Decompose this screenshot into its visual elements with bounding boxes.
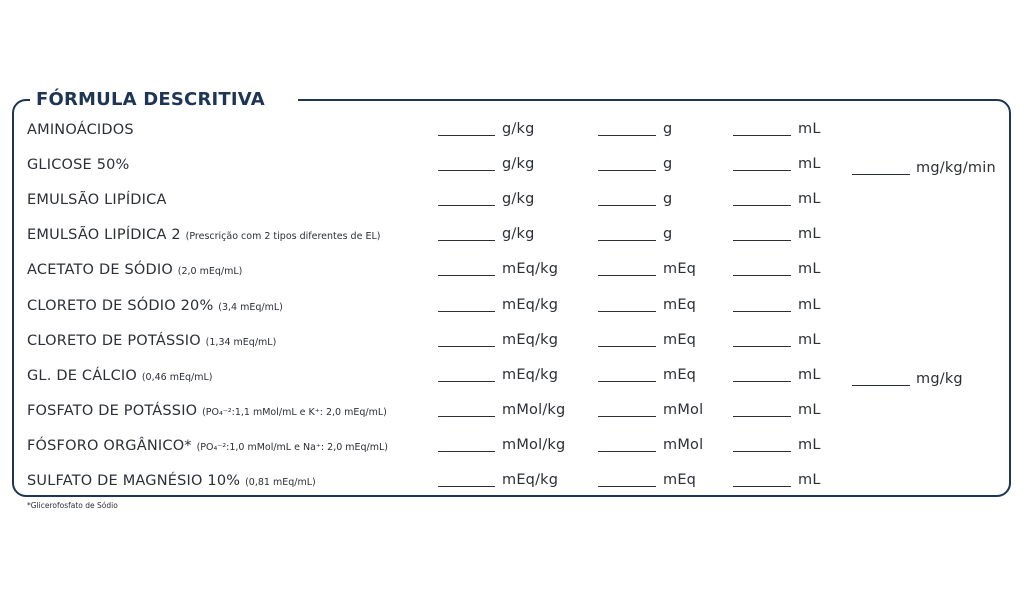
volume-blank[interactable] — [733, 311, 791, 312]
volume-blank[interactable] — [733, 240, 791, 241]
volume-blank[interactable] — [733, 205, 791, 206]
row-label-note: (0,81 mEq/mL) — [245, 477, 316, 488]
form-row — [0, 463, 1024, 498]
form-row — [0, 428, 1024, 463]
row-label-text: SULFATO DE MAGNÉSIO 10% — [27, 473, 241, 489]
row-label-note: (0,46 mEq/mL) — [141, 371, 213, 383]
amount-per-kg-unit: mEq/kg — [502, 261, 559, 278]
form-row — [0, 358, 1024, 393]
volume-blank[interactable] — [733, 275, 791, 276]
row-label-note: (PO₄⁻²:1,1 mMol/mL e K⁺: 2,0 mEq/mL) — [202, 406, 387, 418]
amount-per-kg-unit: mEq/kg — [502, 472, 559, 488]
amount-per-kg-blank[interactable] — [438, 486, 495, 487]
row-label-text: EMULSÃO LIPÍDICA — [27, 192, 167, 209]
row-label — [27, 332, 276, 352]
volume-unit: mL — [798, 121, 821, 137]
volume-blank[interactable] — [733, 170, 791, 171]
row-label-note: (Prescrição com 2 tipos diferentes de EL) — [185, 231, 381, 243]
amount-per-kg-blank[interactable] — [438, 240, 495, 241]
volume-blank[interactable] — [733, 135, 791, 136]
volume-unit: mL — [798, 401, 821, 418]
rate-unit: mg/kg/min — [916, 160, 996, 177]
title-gap — [268, 96, 298, 104]
row-label — [27, 437, 388, 457]
row-label-text: CLORETO DE POTÁSSIO — [27, 332, 201, 349]
amount-total-unit: mEq — [663, 296, 697, 313]
row-label-note: (2,0 mEq/mL) — [177, 266, 243, 278]
amount-total-unit: mEq — [663, 472, 697, 488]
rate-unit: mg/kg — [916, 370, 963, 387]
row-label — [27, 121, 134, 139]
volume-unit: mL — [798, 226, 821, 243]
volume-unit: mL — [798, 191, 821, 208]
amount-total-unit: mEq — [663, 366, 697, 383]
amount-total-unit: g — [663, 121, 673, 137]
amount-total-blank[interactable] — [598, 240, 656, 241]
amount-total-unit: mEq — [663, 261, 697, 278]
amount-per-kg-blank[interactable] — [438, 416, 495, 417]
row-label — [27, 261, 242, 281]
rate-blank[interactable] — [852, 174, 910, 175]
volume-unit: mL — [798, 261, 821, 278]
row-label — [27, 472, 316, 492]
form-row — [0, 393, 1024, 428]
amount-per-kg-blank[interactable] — [438, 381, 495, 382]
form-row — [0, 217, 1024, 252]
amount-per-kg-blank[interactable] — [438, 275, 495, 276]
form-row — [0, 112, 1024, 147]
form-title: FÓRMULA DESCRITIVA — [30, 88, 271, 112]
amount-per-kg-blank[interactable] — [438, 135, 495, 136]
volume-unit: mL — [798, 472, 821, 488]
footnote: *Glicerofosfato de Sódio — [27, 501, 118, 510]
amount-per-kg-unit: mEq/kg — [502, 296, 559, 313]
amount-per-kg-blank[interactable] — [438, 205, 495, 206]
form-row — [0, 182, 1024, 217]
volume-blank[interactable] — [733, 381, 791, 382]
amount-per-kg-blank[interactable] — [438, 346, 495, 347]
form-row — [0, 147, 1024, 182]
amount-per-kg-unit: g/kg — [502, 156, 535, 173]
row-label — [27, 367, 212, 387]
amount-per-kg-blank[interactable] — [438, 451, 495, 452]
amount-total-blank[interactable] — [598, 451, 656, 452]
amount-total-unit: g — [663, 191, 673, 208]
amount-total-unit: mMol — [663, 436, 704, 453]
row-label-text: AMINOÁCIDOS — [27, 122, 134, 138]
volume-blank[interactable] — [733, 346, 791, 347]
amount-per-kg-blank[interactable] — [438, 170, 495, 171]
amount-per-kg-unit: g/kg — [502, 226, 535, 243]
volume-unit: mL — [798, 436, 821, 453]
row-label-text: FOSFATO DE POTÁSSIO — [27, 402, 198, 419]
volume-blank[interactable] — [733, 486, 791, 487]
row-label-text: EMULSÃO LIPÍDICA 2 — [27, 227, 181, 244]
amount-total-blank[interactable] — [598, 135, 656, 136]
form-row — [0, 323, 1024, 358]
volume-blank[interactable] — [733, 451, 791, 452]
amount-per-kg-unit: mEq/kg — [502, 366, 559, 383]
row-label-text: FÓSFORO ORGÂNICO* — [27, 437, 192, 454]
amount-per-kg-blank[interactable] — [438, 311, 495, 312]
amount-total-unit: g — [663, 226, 673, 243]
volume-unit: mL — [798, 296, 821, 313]
row-label-note: (PO₄⁻²:1,0 mMol/mL e Na⁺: 2,0 mEq/mL) — [196, 441, 389, 453]
amount-per-kg-unit: g/kg — [502, 191, 535, 208]
row-label-text: GL. DE CÁLCIO — [27, 367, 138, 384]
amount-per-kg-unit: mEq/kg — [502, 331, 559, 348]
row-label-note: (3,4 mEq/mL) — [218, 301, 283, 313]
amount-total-blank[interactable] — [598, 416, 656, 417]
amount-total-unit: g — [663, 156, 673, 173]
row-label-note: (1,34 mEq/mL) — [205, 336, 277, 348]
amount-per-kg-unit: mMol/kg — [502, 401, 566, 418]
rate-blank[interactable] — [852, 385, 910, 386]
form-row — [0, 288, 1024, 323]
row-label-text: ACETATO DE SÓDIO — [27, 262, 173, 279]
amount-total-blank[interactable] — [598, 311, 656, 312]
row-label — [27, 156, 130, 174]
volume-blank[interactable] — [733, 416, 791, 417]
volume-unit: mL — [798, 156, 821, 173]
row-label — [27, 226, 380, 246]
form-row — [0, 252, 1024, 287]
amount-total-blank[interactable] — [598, 170, 656, 171]
row-label-text: GLICOSE 50% — [27, 157, 130, 174]
row-label-text: CLORETO DE SÓDIO 20% — [27, 297, 214, 314]
row-label — [27, 191, 167, 209]
row-label — [27, 297, 283, 317]
volume-unit: mL — [798, 366, 821, 383]
amount-total-blank[interactable] — [598, 486, 656, 487]
row-label — [27, 402, 387, 422]
amount-per-kg-unit: g/kg — [502, 121, 535, 137]
amount-per-kg-unit: mMol/kg — [502, 436, 566, 453]
amount-total-blank[interactable] — [598, 205, 656, 206]
amount-total-blank[interactable] — [598, 346, 656, 347]
amount-total-blank[interactable] — [598, 381, 656, 382]
volume-unit: mL — [798, 331, 821, 348]
amount-total-unit: mMol — [663, 401, 704, 418]
amount-total-blank[interactable] — [598, 275, 656, 276]
amount-total-unit: mEq — [663, 331, 697, 348]
